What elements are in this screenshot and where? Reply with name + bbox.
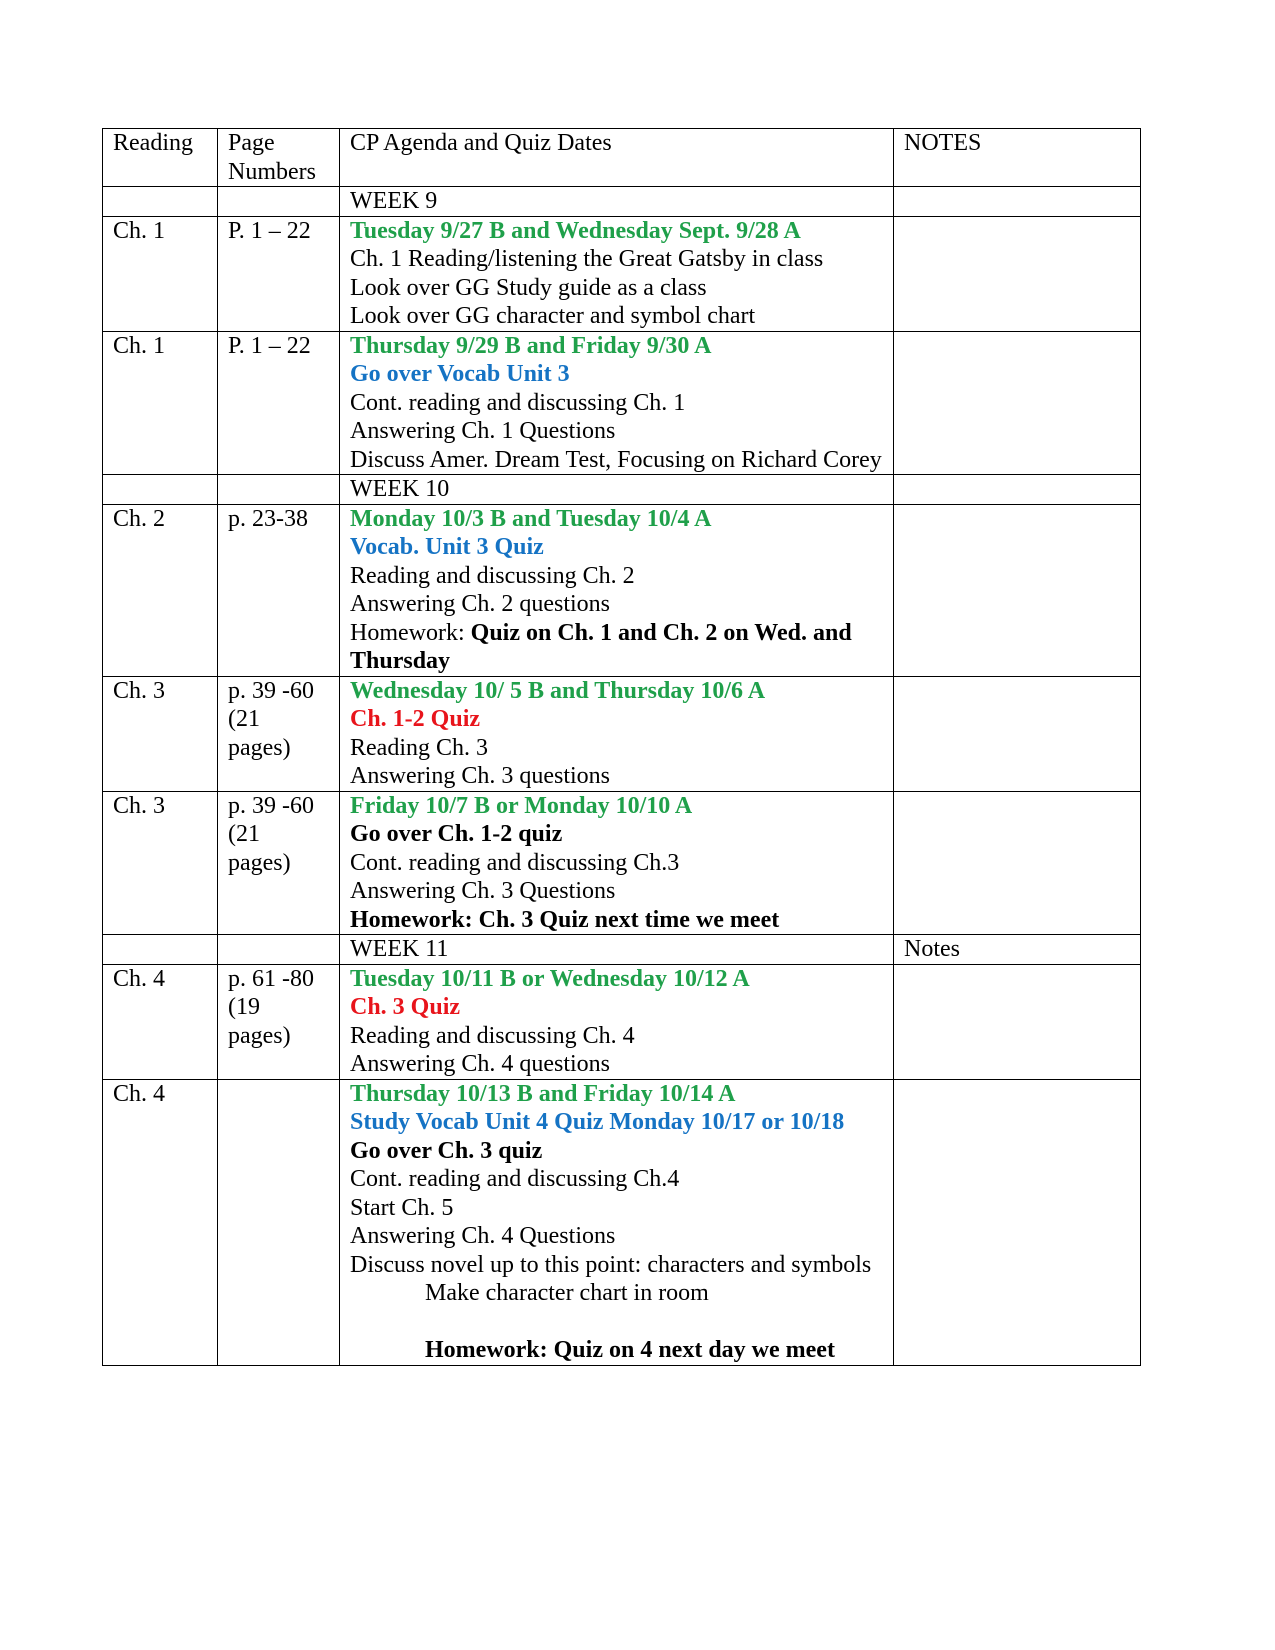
page-numbers-line: p. 39 -60 [228,677,314,704]
agenda-line-black: Cont. reading and discussing Ch.4 [350,1166,680,1192]
notes-cell [894,964,1141,1079]
agenda-line-black: Start Ch. 5 [350,1194,454,1221]
page-numbers-line: p. 61 -80 [228,965,314,992]
table-row [103,964,1141,1079]
notes-cell [894,475,1141,505]
header-reading: Reading [103,129,218,187]
table-row [103,676,1141,791]
page-numbers-line: pages) [228,734,291,761]
reading-cell: Ch. 4 [103,1079,218,1365]
agenda-line-green: Thursday 9/29 B and Friday 9/30 A [350,332,712,359]
agenda-cell [340,964,894,1079]
page-numbers-cell [218,187,340,217]
agenda-cell [340,676,894,791]
page-numbers-line: (21 [228,706,260,732]
agenda-line-green: Monday 10/3 B and Tuesday 10/4 A [350,505,712,532]
agenda-line-black: Reading and discussing Ch. 4 [350,1022,635,1049]
agenda-line-green: Wednesday 10/ 5 B and Thursday 10/6 A [350,677,766,704]
page-numbers-line: P. 1 – 22 [228,217,311,244]
agenda-line-black: Answering Ch. 3 Questions [350,878,616,904]
agenda-line-black: Answering Ch. 1 Questions [350,418,616,444]
reading-cell [103,187,218,217]
agenda-line-black: Discuss Amer. Dream Test, Focusing on Richard Corey [350,446,882,473]
agenda-cell [340,216,894,331]
header-page-numbers-line1: Page [228,130,275,156]
week-label-cell: WEEK 10 [340,475,894,505]
page-numbers-cell [218,331,340,475]
header-page-numbers-line2: Numbers [228,158,316,185]
page-numbers-line: (21 [228,821,260,847]
agenda-cell [340,1079,894,1365]
page-numbers-line: P. 1 – 22 [228,332,311,359]
page-numbers-cell [218,504,340,676]
agenda-line-black: Answering Ch. 4 questions [350,1051,610,1077]
reading-cell [103,475,218,505]
notes-cell [894,791,1141,935]
agenda-table [102,128,1141,1366]
agenda-line-black: Make character chart in room [425,1280,709,1306]
page-numbers-line: p. 39 -60 [228,792,314,819]
reading-cell: Ch. 2 [103,504,218,676]
page-numbers-line: p. 23-38 [228,505,308,532]
agenda-line-green: Tuesday 9/27 B and Wednesday Sept. 9/28 A [350,217,801,244]
page-numbers-cell [218,964,340,1079]
agenda-line-black: Ch. 1 Reading/listening the Great Gatsby in class [350,246,824,272]
agenda-line-black: Look over GG Study guide as a class [350,274,707,301]
page-numbers-line: (19 [228,994,260,1020]
agenda-line-black: Cont. reading and discussing Ch.3 [350,849,680,876]
table-row [103,504,1141,676]
page-numbers-cell [218,216,340,331]
agenda-cell [340,331,894,475]
reading-cell: Ch. 3 [103,791,218,935]
agenda-line-red: Ch. 1-2 Quiz [350,706,481,732]
week-row [103,935,1141,965]
week-label-cell: WEEK 11 [340,935,894,965]
notes-cell [894,676,1141,791]
agenda-body [103,187,1141,1366]
table-row [103,331,1141,475]
agenda-line-black: Reading Ch. 3 [350,734,488,761]
agenda-line-black: Reading and discussing Ch. 2 [350,562,635,589]
notes-cell [894,331,1141,475]
notes-cell [894,1079,1141,1365]
notes-cell [894,504,1141,676]
agenda-line-black: Answering Ch. 2 questions [350,591,610,617]
agenda-line-black-b: Go over Ch. 1-2 quiz [350,821,563,847]
agenda-line-black [350,619,883,676]
agenda-line-black: Answering Ch. 4 Questions [350,1223,616,1249]
table-row [103,1079,1141,1365]
agenda-line-blue: Study Vocab Unit 4 Quiz Monday 10/17 or 10/18 [350,1109,845,1135]
reading-cell: Ch. 3 [103,676,218,791]
reading-cell: Ch. 4 [103,964,218,1079]
header-page-numbers [218,129,340,187]
page-numbers-cell [218,935,340,965]
blank-line [350,1308,883,1337]
agenda-line-blue: Vocab. Unit 3 Quiz [350,534,544,560]
reading-cell: Ch. 1 [103,331,218,475]
page-numbers-line: pages) [228,849,291,876]
page-numbers-cell [218,1079,340,1365]
agenda-line-black-b: Homework: Quiz on 4 next day we meet [425,1337,835,1363]
agenda-line-black-b: Go over Ch. 3 quiz [350,1137,543,1164]
agenda-line-green: Thursday 10/13 B and Friday 10/14 A [350,1080,736,1107]
header-notes: NOTES [894,129,1141,187]
agenda-line-green: Friday 10/7 B or Monday 10/10 A [350,792,693,819]
agenda-line-black: Answering Ch. 3 questions [350,763,610,789]
agenda-line-black: Look over GG character and symbol chart [350,303,756,329]
reading-cell: Ch. 1 [103,216,218,331]
agenda-line-black-b: Homework: Ch. 3 Quiz next time we meet [350,906,780,933]
agenda-line-green: Tuesday 10/11 B or Wednesday 10/12 A [350,965,750,992]
notes-cell [894,187,1141,217]
agenda-line-black: Discuss novel up to this point: characters and symbols [350,1251,872,1278]
header-agenda: CP Agenda and Quiz Dates [340,129,894,187]
reading-cell [103,935,218,965]
page-numbers-line: pages) [228,1022,291,1049]
table-row [103,216,1141,331]
table-row [103,791,1141,935]
agenda-line-black: Cont. reading and discussing Ch. 1 [350,389,686,416]
notes-cell [894,216,1141,331]
page-numbers-cell [218,676,340,791]
notes-cell: Notes [894,935,1141,965]
agenda-cell [340,504,894,676]
agenda-cell [340,791,894,935]
week-row [103,187,1141,217]
agenda-line-prefix: Homework: [350,619,471,646]
page-numbers-cell [218,475,340,505]
agenda-line-bold-tail: Quiz on Ch. 1 and Ch. 2 on Wed. and Thursday [350,619,852,674]
week-row [103,475,1141,505]
page-numbers-cell [218,791,340,935]
table-header-row [103,129,1141,187]
week-label-cell: WEEK 9 [340,187,894,217]
agenda-line-blue: Go over Vocab Unit 3 [350,361,570,387]
agenda-line-red: Ch. 3 Quiz [350,994,461,1020]
